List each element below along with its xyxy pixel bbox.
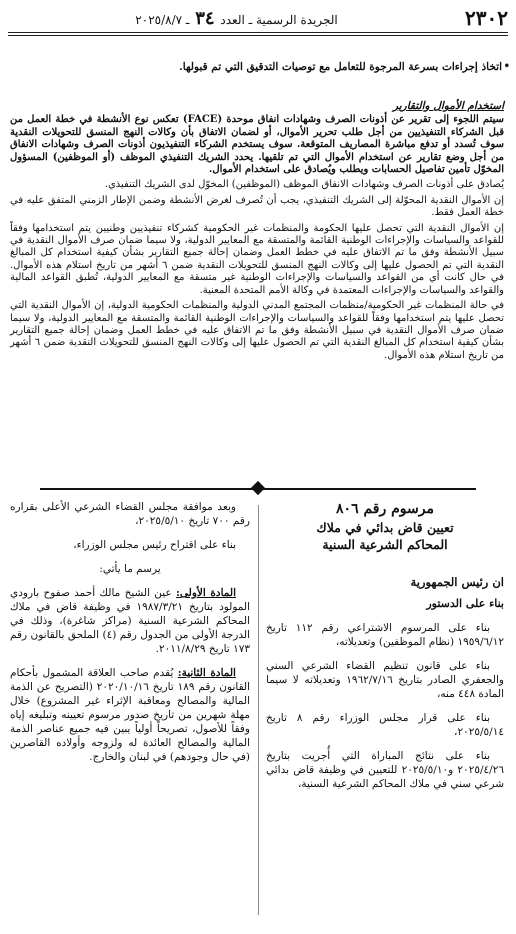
page-number: ٢٣٠٢ [465, 6, 508, 30]
pm-proposal: بناء على اقتراح رئيس مجلس الوزراء، [73, 539, 236, 551]
top-bullet [18, 60, 510, 74]
column-separator [258, 505, 259, 915]
page-header [8, 6, 508, 30]
article-1-text: عين الشيخ مالك أحمد صفوح بارودي المولود بتاريخ ١٩٨٧/٣/٢١ في وظيفة قاض في ملاك المحاكم الشرعية السنية (مراكز شاغرة)، وذلك في الدرجة الأولى من الجدول رقم (٤) الملحق بالقانون رقم ١٧٣ تاريخ ٢٠١١/٨/٢٩. [10, 587, 250, 655]
council-approval: وبعد موافقة مجلس القضاء الشرعي الأعلى بقراره رقم ٧٠٠ تاريخ ٢٠٢٥/٥/١٠، [10, 501, 250, 527]
decree-right-column [266, 500, 504, 801]
gazette-name: الجريدة الرسمية ـ العدد [220, 12, 338, 27]
funds-paragraph: سيتم اللجوء إلى تقرير عن أذونات الصرف وشهادات انفاق موحدة (FACE) تعكس نوع الأنشطة في خطة العمل من قبل الشركاء التنفيذيين من أجل طلب تحرير الأموال، أو لضمان الاتفاق بأن وكالات النهج المنسق للتحويلات النقدية سوف تُسدد أو تدفع مباشرة المصاريف المتوقعة. سوف يستخدم الشركاء التنفيذيون أذونات الصرف وشهادات الانفاق من أجل وضع تقارير عن استخدام الأموال التي تم تلقيها. يحدد الشريك التنفيذي الموظف (أو الموظفين) المسؤول المخوّل تأمين تفاصيل الحسابات ويطلب ويُصادق على استخدام الأموال. [10, 114, 504, 176]
legal-basis: بناء على قانون تنظيم القضاء الشرعي السني والجعفري الصادر بتاريخ ١٩٦٢/٧/١٦ وتعديلاته لا سيما المادة ٤٤٨ منه، [266, 660, 504, 700]
header-rule-secondary [8, 35, 508, 36]
legal-basis: بناء على المرسوم الاشتراعي رقم ١١٢ تاريخ ١٩٥٩/٦/١٢ (نظام الموظفين) وتعديلاته، [266, 622, 504, 648]
issue-date: ـ ٢٠٢٥/٨/٧ [135, 12, 190, 27]
issue-number: ٣٤ [195, 7, 215, 29]
article-2-text: يُقدم صاحب العلاقة المشمول بأحكام القانون رقم ١٨٩ تاريخ ٢٠٢٠/١٠/١٦ (التصريح عن الذمة المالية والمصالح ومعاقبة الإثراء غير المشروع) خلال مهلة شهرين من تاريخ صدور مرسوم تعيينه وتبليغه إياه وفقاً للأصول، تصريحاً أولياً يبين فيه جميع عناصر الذمة المالية والمصالح العائدة له ولزوجه وأولاده القاصرين (في حال وجودهم) في لبنان والخارج. [10, 667, 250, 763]
article-1-label: المادة الأولى: [176, 587, 236, 599]
legal-basis: بناء على قرار مجلس الوزراء رقم ٨ تاريخ ٢٠٢٥/٥/١٤، [266, 712, 504, 738]
funds-section [10, 100, 504, 365]
legal-basis: بناء على نتائج المباراة التي أُجريت بتاريخ ٢٠٢٥/٤/٢٦ و٢٠٢٥/٥/١٠ للتعيين في وظيفة قاض بدائي شرعي سني في ملاك المحاكم الشرعية السنية، [266, 750, 504, 790]
decrees-label: يرسم ما يأتي: [99, 563, 161, 575]
article-1 [10, 586, 250, 656]
decree-title: مرسوم رقم ٨٠٦ [336, 501, 434, 517]
funds-paragraph: يُصادق على أذونات الصرف وشهادات الانفاق الموظف (الموظفين) المخوّل لدى الشريك التنفيذي. [104, 179, 504, 191]
funds-paragraph: إن الأموال النقدية المحوّلة إلى الشريك التنفيذي، يجب أن تُصرف لغرض الأنشطة وضمن الإطار الزمني المتفق عليه في خطة العمل فقط. [10, 194, 504, 219]
funds-paragraph: إن الأموال النقدية التي تحصل عليها الحكومة والمنظمات غير الحكومية كشركاء تنفيذيين وطنيين يتم استخدامها وفقاً للقواعد والسياسات والإجراءات الوطنية القائمة والمتسقة مع المعايير الدولية، ولا سيما ضمان صرف الأموال النقدية في سبيل الأنشطة وفق ما تم الاتفاق عليه في خطط العمل وضمان إحالة جميع التقارير بشأن كيفية استخدام كل المبالغ النقدية التي تم الحصول عليها إلى وكالات النهج المنسق للتحويلات النقدية ضمن ٦ أشهر من تاريخ استلام هذه الأموال. في حال كانت أي من القواعد والسياسات والإجراءات الوطنية غير متسقة مع المعايير الدولية، تُطبق القواعد المالية والقواعد والسياسات والإجراءات المعتمدة في وكالة الأمم المتحدة المعنية. [10, 222, 504, 296]
article-2-label: المادة الثانية: [177, 667, 236, 679]
constitution-line: بناء على الدستور [426, 597, 504, 610]
article-2 [10, 666, 250, 764]
decree-subtitle: المحاكم الشرعية السنية [322, 537, 448, 552]
decree-subtitle: تعيين قاض بدائي في ملاك [316, 520, 454, 535]
bullet-icon: • [503, 61, 510, 72]
gazette-issue [135, 8, 337, 29]
top-bullet-text: اتخاذ إجراءات بسرعة المرجوة للتعامل مع توصيات التدقيق التي تم قبولها. [179, 61, 502, 73]
funds-section-title: استخدام الأموال والتقارير [392, 100, 504, 112]
funds-paragraph: في حالة المنظمات غير الحكومية/منظمات المجتمع المدني الدولية والمنظمات الحكومية الدولية، إن الأموال النقدية التي تحصل عليها يتم استخدامها وفقاً للقواعد والسياسات والإجراءات الوطنية القائمة والمتسقة مع المعايير الدولية، ولا سيما ضمان صرف الأموال النقدية في سبيل الأنشطة وفق ما تم الاتفاق عليه في خطط العمل وضمان إحالة جميع التقارير بشأن كيفية استخدام كل المبالغ النقدية التي تم الحصول عليها إلى وكالات النهج المنسق للتحويلات النقدية ضمن ٦ أشهر من تاريخ استلام هذه الأموال. [10, 300, 504, 361]
president-line: ان رئيس الجمهورية [410, 575, 504, 589]
divider-diamond-icon [251, 481, 265, 495]
header-rule [8, 32, 508, 33]
section-divider [40, 482, 476, 496]
decree-left-column [10, 500, 250, 774]
